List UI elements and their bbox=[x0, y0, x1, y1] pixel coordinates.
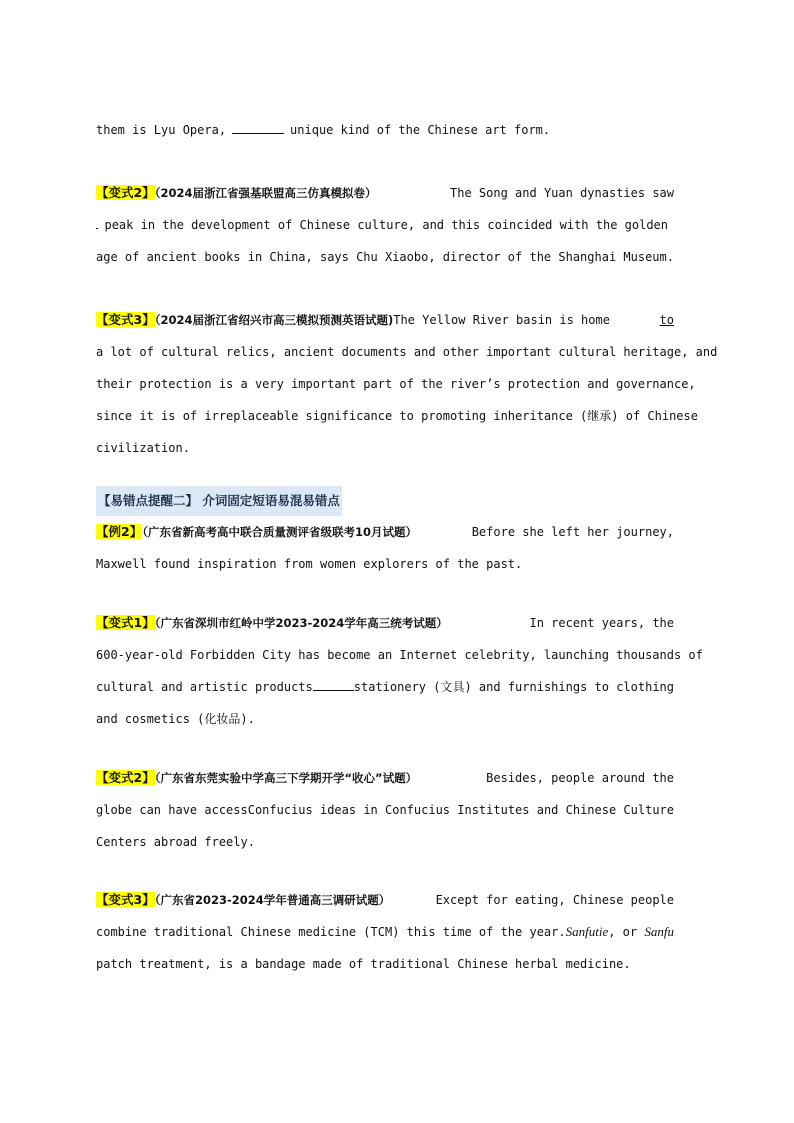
text-line bbox=[96, 516, 674, 548]
text-line bbox=[96, 826, 674, 858]
question-tag: 【变式3】 bbox=[96, 892, 155, 907]
question-source: （广东省2023-2024学年普通高三调研试题） bbox=[154, 893, 391, 907]
question-variant-2b bbox=[96, 762, 674, 858]
text-segment: their protection is a very important part of the river’s protection and governance, bbox=[96, 377, 696, 391]
question-source: （广东省新高考高中联合质量测评省级联考10月试题） bbox=[142, 525, 417, 539]
text-line bbox=[96, 762, 674, 794]
text-segment: civilization. bbox=[96, 441, 190, 455]
text-segment: and cosmetics (化妆品). bbox=[96, 712, 255, 726]
question-tag: 【变式2】 bbox=[96, 770, 155, 785]
text-segment: stationery (文具) and furnishings to clothing bbox=[353, 680, 674, 694]
text-segment: since it is of irreplaceable significance to promoting inheritance (继承) of Chinese bbox=[96, 409, 698, 423]
text-segment: The Yellow River basin is home bbox=[393, 313, 610, 327]
text-segment: combine traditional Chinese medicine (TCM) this time of the year. bbox=[96, 925, 566, 939]
section-title: 【易错点提醒二】 介词固定短语易混易错点 bbox=[96, 486, 342, 516]
text-line bbox=[96, 336, 718, 368]
text-segment: The Song and Yuan dynasties saw bbox=[450, 186, 674, 200]
answer-blank bbox=[232, 119, 284, 134]
question-variant-3b bbox=[96, 884, 674, 980]
text-segment: globe can have access bbox=[96, 803, 248, 817]
text-segment: 600-year-old Forbidden City has become an Internet celebrity, launching thousands of bbox=[96, 648, 703, 662]
question-source: （广东省东莞实验中学高三下学期开学“收心”试题） bbox=[154, 771, 418, 785]
text-segment: Except for eating, Chinese people bbox=[435, 893, 674, 907]
text-segment: Centers abroad freely. bbox=[96, 835, 255, 849]
text-segment: Confucius ideas in Confucius Institutes and Chinese Culture bbox=[247, 803, 674, 817]
question-source: （2024届浙江省绍兴市高三模拟预测英语试题) bbox=[154, 313, 394, 327]
underlined-word: to bbox=[659, 313, 674, 327]
text-line bbox=[96, 400, 698, 432]
text-line bbox=[96, 607, 674, 639]
text-segment: age of ancient books in China, says Chu Xiaobo, director of the Shanghai Museum. bbox=[96, 250, 674, 264]
text-line bbox=[96, 639, 703, 671]
question-example-2 bbox=[96, 516, 674, 580]
question-prev-tail bbox=[96, 114, 674, 146]
text-segment: , or bbox=[608, 925, 638, 939]
question-variant-3a bbox=[96, 304, 718, 464]
question-source: （2024届浙江省强基联盟高三仿真模拟卷） bbox=[154, 186, 377, 200]
text-line bbox=[96, 209, 674, 241]
text-line bbox=[96, 368, 696, 400]
text-segment: Besides, people around the bbox=[486, 771, 674, 785]
question-source: （广东省深圳市红岭中学2023-2024学年高三统考试题） bbox=[154, 616, 448, 630]
text-line bbox=[96, 671, 674, 703]
text-line bbox=[96, 794, 674, 826]
italic-term: Sanfutie bbox=[565, 924, 609, 939]
text-segment: peak in the development of Chinese culture, and this coincided with the golden bbox=[104, 218, 668, 232]
text-line bbox=[96, 177, 674, 209]
text-segment: cultural and artistic products bbox=[96, 680, 313, 694]
text-line bbox=[96, 948, 674, 980]
question-tag: 【变式1】 bbox=[96, 615, 155, 630]
question-tag: 【变式2】 bbox=[96, 185, 155, 200]
text-segment: patch treatment, is a bandage made of traditional Chinese herbal medicine. bbox=[96, 957, 631, 971]
answer-blank bbox=[96, 214, 98, 229]
section-heading bbox=[96, 486, 674, 514]
text-segment: In recent years, the bbox=[529, 616, 674, 630]
text-line bbox=[96, 114, 674, 146]
text-segment: Before she left her journey, bbox=[471, 525, 674, 539]
text-line bbox=[96, 241, 674, 273]
question-variant-1b bbox=[96, 607, 703, 735]
text-line bbox=[96, 548, 674, 580]
answer-blank bbox=[313, 676, 354, 691]
text-line bbox=[96, 703, 674, 735]
text-segment: them is Lyu Opera, bbox=[96, 123, 227, 137]
text-line bbox=[96, 432, 674, 464]
question-tag: 【变式3】 bbox=[96, 312, 155, 327]
text-segment: a lot of cultural relics, ancient documents and other important cultural heritage, and bbox=[96, 345, 718, 359]
text-segment: unique kind of the Chinese art form. bbox=[290, 123, 551, 137]
text-line bbox=[96, 486, 674, 514]
text-segment: Maxwell found inspiration from women explorers of the past. bbox=[96, 557, 523, 571]
text-line bbox=[96, 884, 674, 916]
question-tag: 【例2】 bbox=[96, 524, 143, 539]
text-line bbox=[96, 916, 674, 948]
text-line bbox=[96, 304, 674, 336]
question-variant-2a bbox=[96, 177, 674, 273]
italic-term: Sanfu bbox=[644, 924, 674, 939]
